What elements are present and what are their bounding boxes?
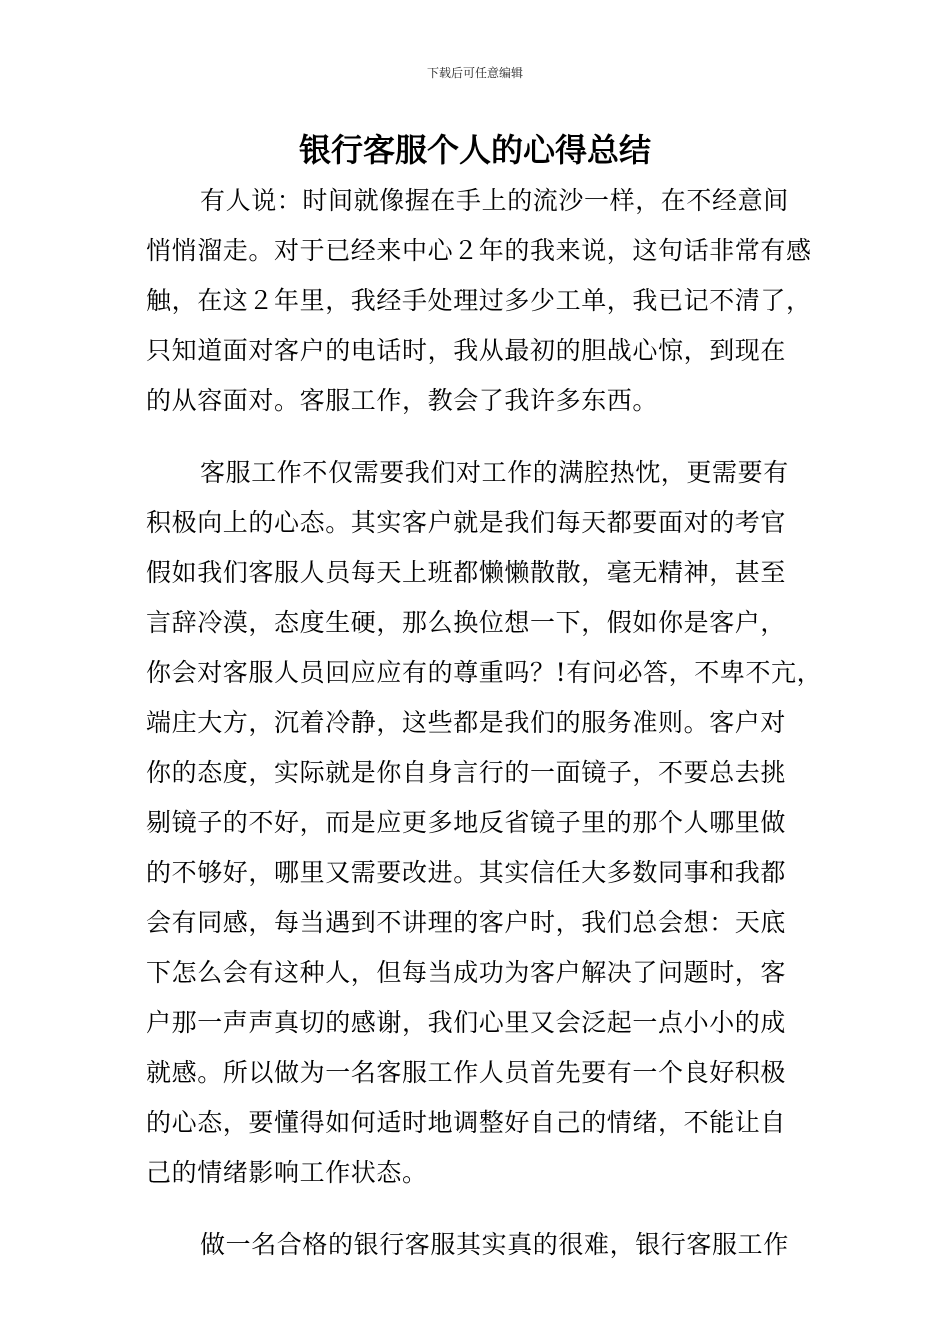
- paragraph-line: 只知道面对客户的电话时，我从最初的胆战心惊，到现在: [146, 336, 787, 365]
- paragraph-line: 的不够好，哪里又需要改进。其实信任大多数同事和我都: [146, 858, 787, 887]
- paragraph-line: 你会对客服人员回应应有的尊重吗？!有问必答，不卑不亢，: [146, 658, 823, 687]
- paragraph-line: 的心态，要懂得如何适时地调整好自己的情绪，不能让自: [146, 1108, 787, 1137]
- paragraph-line: 你的态度，实际就是你自身言行的一面镜子，不要总去挑: [146, 758, 787, 787]
- paragraph-line: 的从容面对。客服工作，教会了我许多东西。: [146, 386, 659, 415]
- paragraph-line: 言辞冷漠，态度生硬，那么换位想一下，假如你是客户，: [146, 608, 787, 637]
- document-body: [146, 176, 836, 1270]
- paragraph-gap: [146, 1198, 836, 1220]
- paragraph-line: 假如我们客服人员每天上班都懒懒散散，毫无精神，甚至: [146, 558, 787, 587]
- paragraph-2: [146, 448, 836, 1198]
- paragraph-3: [146, 1220, 836, 1270]
- paragraph-line: 做一名合格的银行客服其实真的很难，银行客服工作: [200, 1230, 789, 1259]
- paragraph-line: 客服工作不仅需要我们对工作的满腔热忱，更需要有: [200, 458, 789, 487]
- paragraph-line: 下怎么会有这种人，但每当成功为客户解决了问题时，客: [146, 958, 787, 987]
- paragraph-1: [146, 176, 836, 426]
- header-note: 下载后可任意编辑: [426, 66, 523, 80]
- paragraph-gap: [146, 426, 836, 448]
- paragraph-line: 就感。所以做为一名客服工作人员首先要有一个良好积极: [146, 1058, 787, 1087]
- paragraph-line: 剔镜子的不好，而是应更多地反省镜子里的那个人哪里做: [146, 808, 787, 837]
- paragraph-line: 积极向上的心态。其实客户就是我们每天都要面对的考官: [146, 508, 787, 537]
- paragraph-line: 有人说：时间就像握在手上的流沙一样，在不经意间: [200, 186, 789, 215]
- paragraph-line: 悄悄溜走。对于已经来中心２年的我来说，这句话非常有感: [146, 236, 812, 265]
- paragraph-line: 触，在这２年里，我经手处理过多少工单，我已记不清了，: [146, 286, 812, 315]
- document-title: 银行客服个人的心得总结: [298, 131, 651, 169]
- paragraph-line: 己的情绪影响工作状态。: [146, 1158, 428, 1187]
- paragraph-line: 会有同感，每当遇到不讲理的客户时，我们总会想：天底: [146, 908, 787, 937]
- paragraph-line: 户那一声声真切的感谢，我们心里又会泛起一点小小的成: [146, 1008, 787, 1037]
- paragraph-line: 端庄大方，沉着冷静，这些都是我们的服务准则。客户对: [146, 708, 787, 737]
